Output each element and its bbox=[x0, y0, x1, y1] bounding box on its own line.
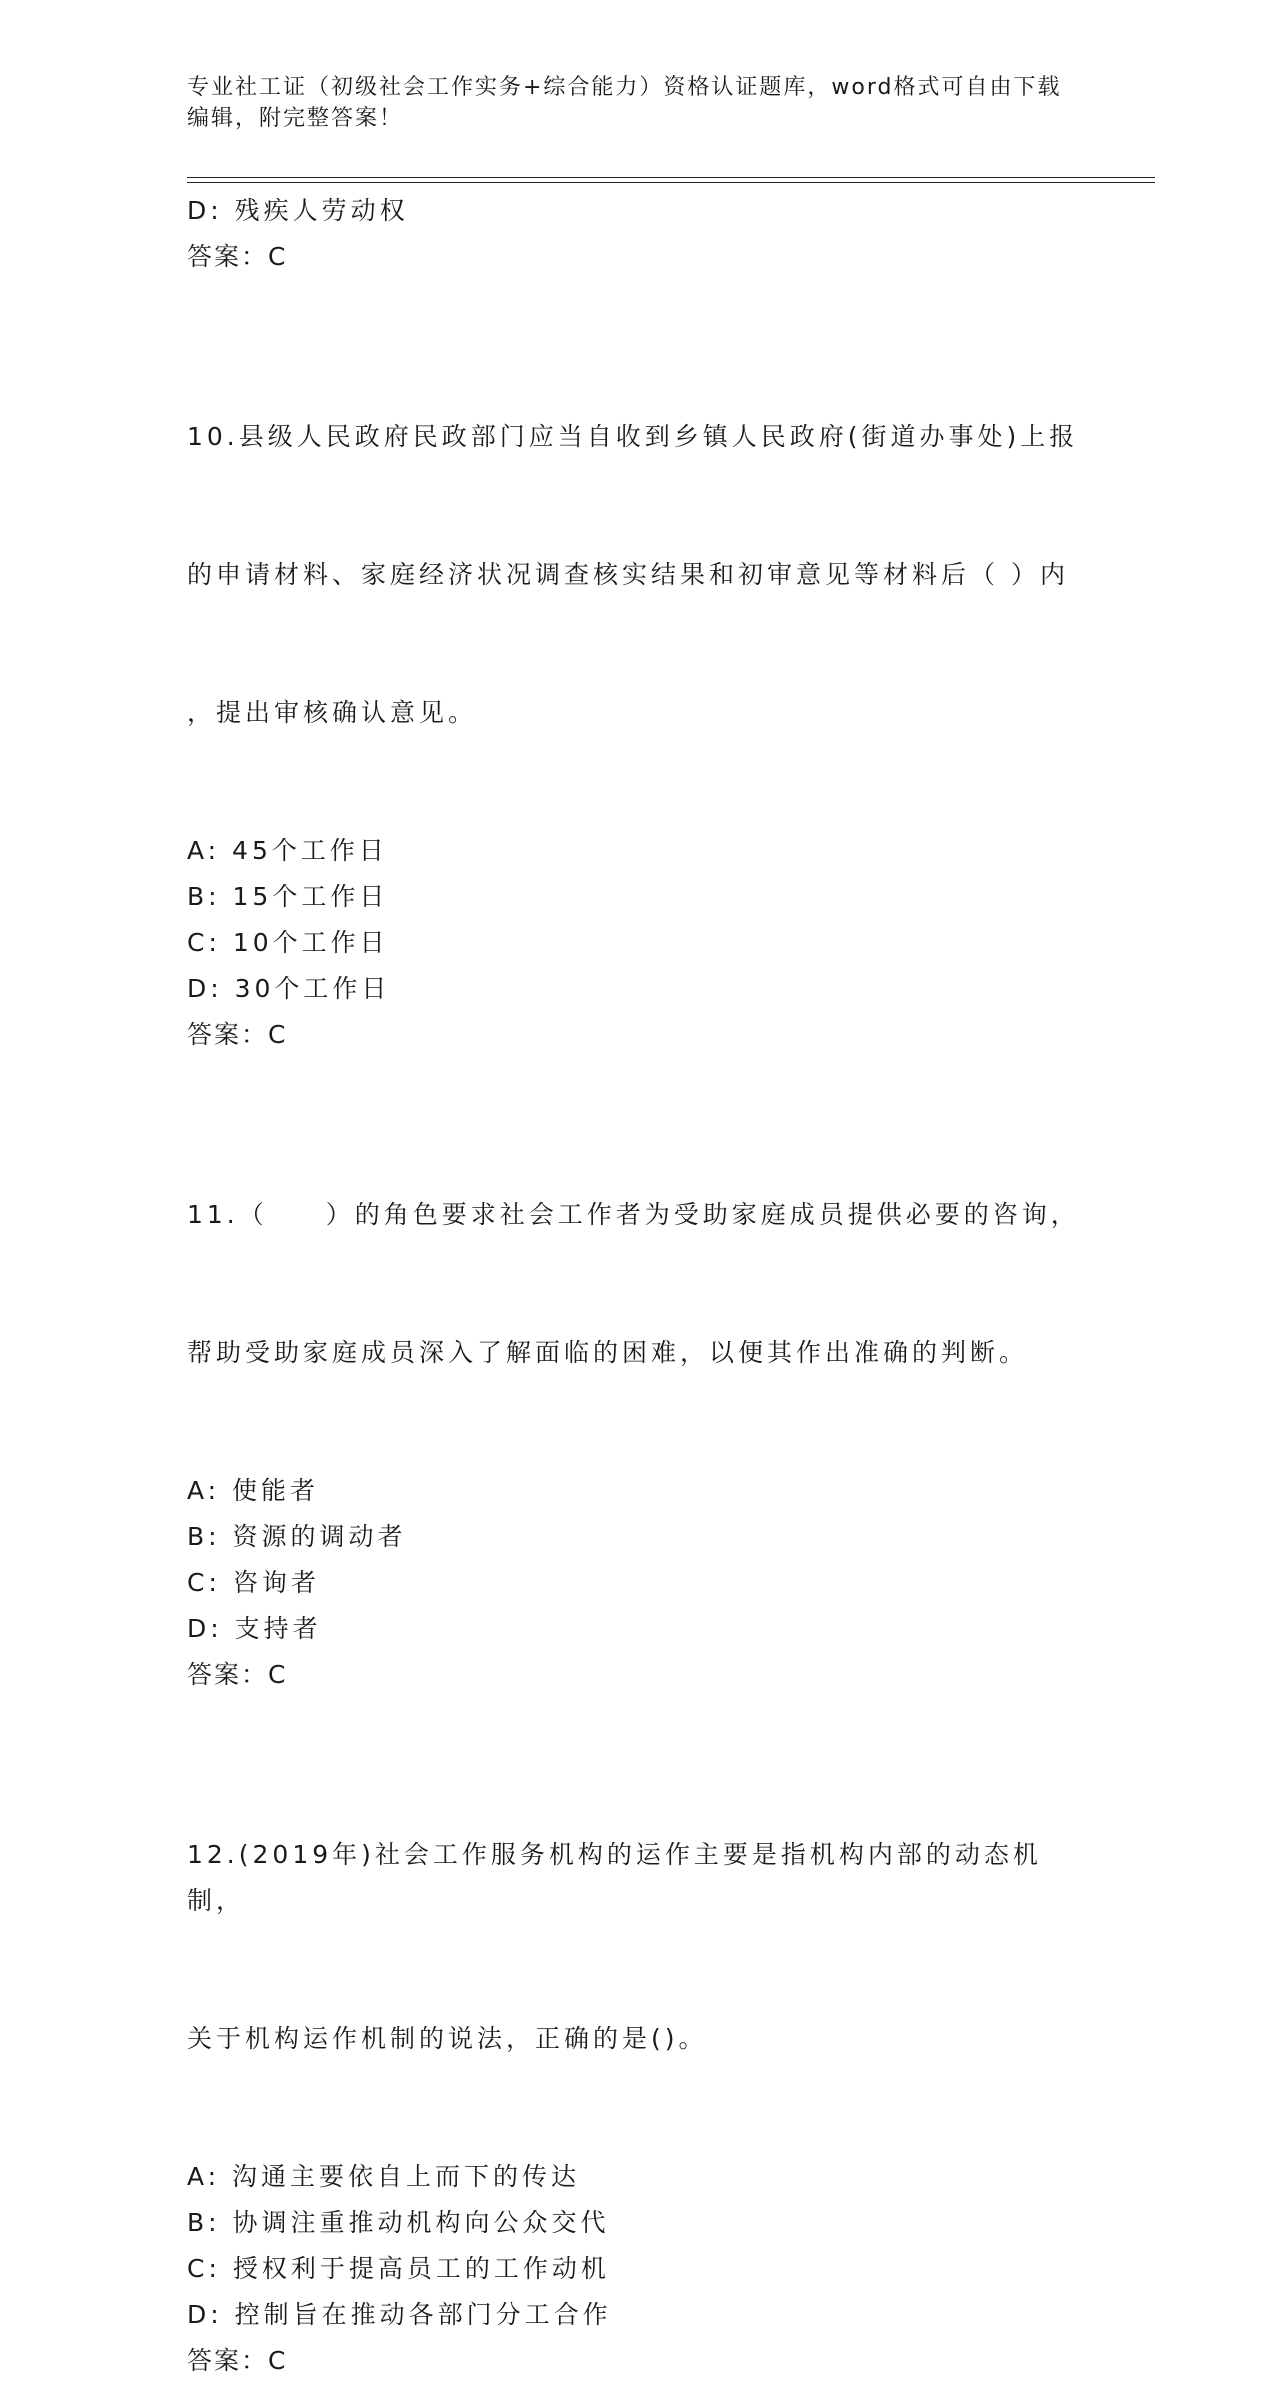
stem-line: 帮助受助家庭成员深入了解面临的困难，以便其作出准确的判断。 bbox=[187, 1338, 1029, 1367]
answer-line: 答案：C bbox=[187, 2346, 288, 2375]
header-line-2: 编辑，附完整答案！ bbox=[187, 106, 404, 131]
option-a: A: 45个工作日 bbox=[187, 836, 388, 865]
stem-line: 11.（ ）的角色要求社会工作者为受助家庭成员提供必要的咨询， bbox=[187, 1200, 1080, 1229]
question-12 bbox=[187, 1740, 1087, 2384]
question-10 bbox=[187, 322, 1087, 1058]
answer-line: 答案：C bbox=[187, 1660, 288, 1689]
header-line-1: 专业社工证（初级社会工作实务+综合能力）资格认证题库，word格式可自由下载 bbox=[187, 75, 1062, 100]
stem-line: 关于机构运作机制的说法，正确的是()。 bbox=[187, 2024, 708, 2053]
question-stem bbox=[187, 1100, 1087, 1468]
option-d: D: 30个工作日 bbox=[187, 974, 391, 1003]
page-header bbox=[187, 72, 1087, 134]
option-b: B: 资源的调动者 bbox=[187, 1522, 407, 1551]
header-divider-bottom bbox=[187, 182, 1155, 183]
stem-line: 10.县级人民政府民政部门应当自收到乡镇人民政府(街道办事处)上报 bbox=[187, 422, 1079, 451]
answer-line: 答案：C bbox=[187, 1020, 288, 1049]
option-c: C: 咨询者 bbox=[187, 1568, 320, 1597]
header-divider-top bbox=[187, 177, 1155, 178]
option-d: D: 控制旨在推动各部门分工合作 bbox=[187, 2300, 612, 2329]
option-d: D: 支持者 bbox=[187, 1614, 322, 1643]
question-11 bbox=[187, 1100, 1087, 1698]
option-b: B: 15个工作日 bbox=[187, 882, 389, 911]
stem-line: ，提出审核确认意见。 bbox=[187, 698, 478, 727]
option-c: C: 10个工作日 bbox=[187, 928, 389, 957]
option-d: D: 残疾人劳动权 bbox=[187, 196, 409, 225]
option-c: C: 授权利于提高员工的工作动机 bbox=[187, 2254, 610, 2283]
question-content bbox=[187, 188, 1087, 2384]
option-a: A: 沟通主要依自上而下的传达 bbox=[187, 2162, 581, 2191]
question-stem bbox=[187, 1740, 1087, 2154]
stem-line: 12.(2019年)社会工作服务机构的运作主要是指机构内部的动态机制， bbox=[187, 1840, 1042, 1915]
answer-line: 答案：C bbox=[187, 242, 288, 271]
previous-question-tail bbox=[187, 188, 1087, 280]
stem-line: 的申请材料、家庭经济状况调查核实结果和初审意见等材料后（ ）内 bbox=[187, 560, 1069, 589]
option-a: A: 使能者 bbox=[187, 1476, 320, 1505]
option-b: B: 协调注重推动机构向公众交代 bbox=[187, 2208, 610, 2237]
question-stem bbox=[187, 322, 1087, 828]
